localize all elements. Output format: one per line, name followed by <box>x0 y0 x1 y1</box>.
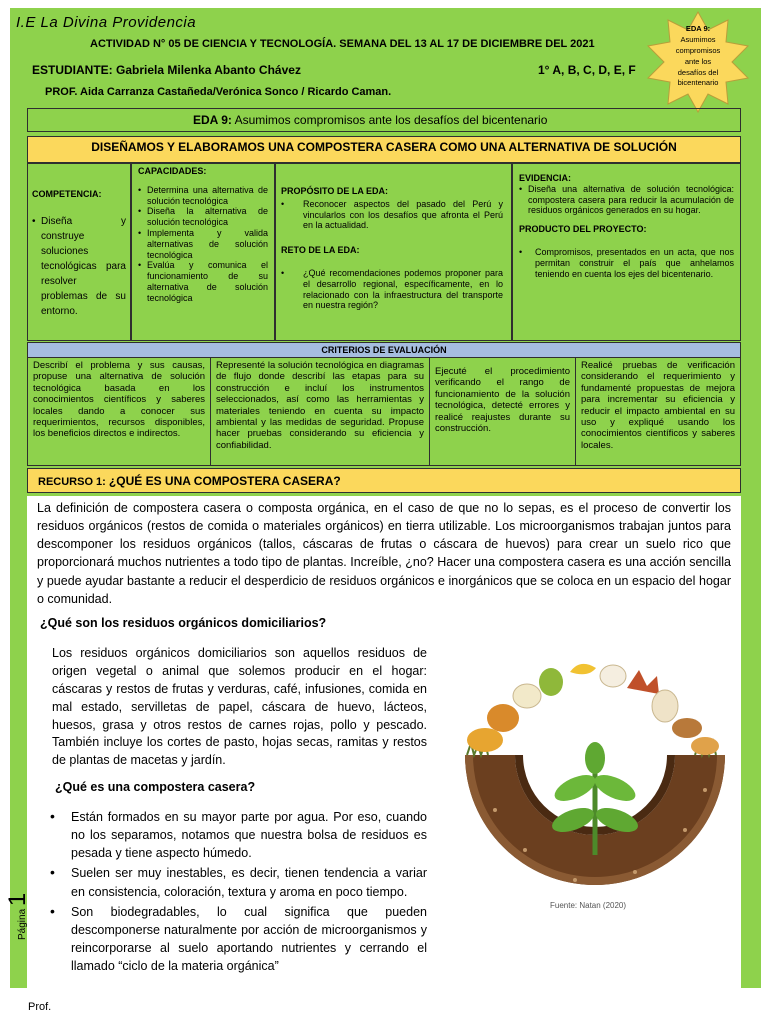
producto-item: • Compromisos, presentados en un acta, que nos permitan construir el país que anhelamos teniendo en cuenta los ejes del bicentenario. <box>519 247 734 279</box>
evidencia-cell <box>512 163 741 341</box>
question-compostera: ¿Qué es una compostera casera? <box>55 780 256 794</box>
intro-paragraph: La definición de compostera casera o composta orgánica, en el caso de que no lo sepas, es el proceso de convertir los residuos orgánicos (restos de comida o materiales orgánicos) en tierra utilizable. Los microorganismos trabajan juntos para descomponer los residuos orgánicos (tallos, cáscaras de frutas o cáscara de huevos) para crear un suelo rico que proporcionará muchos nutrientes a todo tipo de plantas. Increíble, ¿no? Hacer una compostera casera es una acción sencilla y puede ayudar bastante a reducir el desperdicio de residuos orgánicos e inorgánicos que se coloca en un espacio del hogar o comunidad. <box>37 501 731 606</box>
page-number <box>4 893 32 940</box>
capacidad-item: • Determina una alternativa de solución tecnológica <box>138 185 268 207</box>
school-name: I.E La Divina Providencia <box>16 14 197 31</box>
student-name: ESTUDIANTE: Gabriela Milenka Abanto Chávez <box>32 63 301 77</box>
compostera-bullet: • Están formados en su mayor parte por agua. Por eso, cuando no los separamos, notamos que nuestra bolsa de residuos es pesada y tiene aspecto húmedo. <box>46 808 427 862</box>
recurso-heading <box>27 468 741 493</box>
capacidad-item: • Evalúa y comunica el funcionamiento de su alternativa de solución tecnológica <box>138 260 268 303</box>
eda-text: Asumimos compromisos ante los desafíos del bicentenario <box>231 113 548 127</box>
criterios-heading: CRITERIOS DE EVALUACIÓN <box>27 342 741 358</box>
activity-title: ACTIVIDAD N° 05 DE CIENCIA Y TECNOLOGÍA. SEMANA DEL 13 AL 17 DE DICIEMBRE DEL 2021 <box>90 38 595 50</box>
criterio-item: Describí el problema y sus causas, propuse una alternativa de solución tecnológica basada en los conocimientos científicos y saberes locales dando a conocer sus requerimientos, recursos disponibles, los beneficios directos e indirectos. <box>28 358 211 466</box>
recurso-title: ¿QUÉ ES UNA COMPOSTERA CASERA? <box>108 474 341 488</box>
badge-body: Asumimos compromisos ante los desafíos del bicentenario <box>675 34 721 88</box>
capacidades-cell <box>131 163 275 341</box>
image-source: Fuente: Natan (2020) <box>550 901 627 910</box>
page-label: Página <box>17 906 28 940</box>
eda-bar <box>27 108 741 132</box>
producto-label: PRODUCTO DEL PROYECTO: <box>519 224 647 235</box>
page-number-value: 1 <box>4 892 31 907</box>
recurso-prefix: RECURSO 1: <box>38 476 109 488</box>
compostera-bullet: • Suelen ser muy inestables, es decir, tienen tendencia a variar en consistencia, coloración, textura y aroma en poco tiempo. <box>46 864 427 900</box>
grades: 1° A, B, C, D, E, F <box>538 63 636 77</box>
teachers: PROF. Aida Carranza Castañeda/Verónica Sonco / Ricardo Caman. <box>45 86 392 98</box>
proposito-label: PROPÓSITO DE LA EDA: <box>281 186 389 196</box>
criterio-item: Realicé pruebas de verificación considerando el requerimiento y fundamenté propuestas de mejora para incrementar su eficiencia y reducir el impacto ambiental en su uso y expliqué usando los conocimientos científicos y saberes locales. <box>581 360 735 451</box>
criterio-item: Representé la solución tecnológica en diagramas de flujo donde describí las etapas para su construcción e incluí los instrumentos seleccionados, así como las herramientas y materiales teniendo en cuenta su impacto ambiental y las medidas de seguridad. Propuse hacer pruebas considerando su eficiencia y confiabilidad. <box>211 358 430 466</box>
footer-prof: Prof. <box>28 1001 52 1013</box>
question-residuos: ¿Qué son los residuos orgánicos domiciliarios? <box>40 616 327 630</box>
competencia-cell <box>27 163 131 341</box>
criterio-item: Ejecuté el procedimiento verificando el rango de funcionamiento de la solución tecnológica, detecté errores y realicé reajustes durante su construcción. <box>430 358 576 466</box>
compostera-bullet: • Son biodegradables, lo cual significa que pueden descomponerse naturalmente por acción de microorganismos y reincorporarse al suelo aportando nutrientes y cerrando el llamado “ciclo de la materia orgánica” <box>46 903 427 976</box>
reto-item: • ¿Qué recomendaciones podemos proponer para el desarrollo regional, específicamente, en lo relacionado con la infraestructura del transporte en nuestra región? <box>281 268 503 311</box>
capacidades-label: CAPACIDADES: <box>138 166 207 176</box>
evidencia-label: EVIDENCIA: <box>519 173 572 183</box>
compost-cycle-illustration <box>455 660 735 905</box>
competencia-label: COMPETENCIA: <box>32 189 102 199</box>
reto-label: RETO DE LA EDA: <box>281 245 360 256</box>
capacidad-item: • Implementa y valida alternativas de solución tecnológica <box>138 228 268 260</box>
eda-label: EDA 9: <box>193 113 232 127</box>
evidencia-item: • Diseña una alternativa de solución tecnológica: compostera casera para reducir la acumulación de residuos orgánicos generados en su hogar. <box>519 184 734 216</box>
star-badge-text <box>670 24 726 89</box>
activity-heading: DISEÑAMOS Y ELABORAMOS UNA COMPOSTERA CASERA COMO UNA ALTERNATIVA DE SOLUCIÓN <box>27 136 741 163</box>
proposito-cell <box>275 163 512 341</box>
competencia-item: • Diseña y construye soluciones tecnológicas para resolver problemas de su entorno. <box>32 214 126 319</box>
proposito-item: • Reconocer aspectos del pasado del Perú y vincularlos con los desafíos que afronta el Perú en la actualidad. <box>281 199 503 231</box>
residuos-paragraph: Los residuos orgánicos domiciliarios son aquellos residuos de origen vegetal o animal que solemos producir en el hogar: cáscaras y restos de frutas y verduras, café, infusiones, comida en mal estado, servilletas de papel, cáscara de huevo, lácteos, huesos, grasa y otros restos de carnes rojas, pollo y pescado. También incluye los cortes de pasto, hojas secas, ramitas y restos de plantas de macetas y jardín. <box>52 646 427 768</box>
capacidad-item: • Diseña la alternativa de solución tecnológica <box>138 206 268 228</box>
badge-title: EDA 9: <box>685 24 711 33</box>
